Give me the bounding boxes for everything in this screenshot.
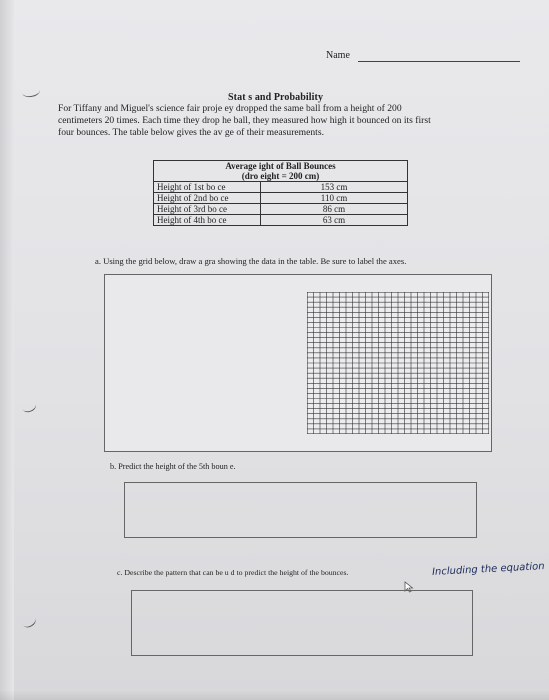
margin-mark (21, 399, 38, 414)
page-edge (0, 0, 14, 700)
worksheet-title: Stat s and Probability (228, 92, 324, 103)
table-header (154, 161, 408, 182)
prediction-answer-box[interactable] (124, 482, 477, 538)
question-b: b. Predict the height of the 5th boun e. (110, 462, 236, 471)
row-label: Height of 1st bo ce (154, 182, 261, 193)
row-label: Height of 3rd bo ce (154, 204, 261, 215)
table-header-line: Average ight of Ball Bounces (225, 161, 336, 171)
intro-paragraph (58, 103, 518, 139)
table-row (154, 204, 408, 215)
row-label: Height of 2nd bo ce (154, 193, 261, 204)
table-row (154, 215, 408, 226)
graph-grid[interactable] (307, 292, 489, 434)
question-c: c. Describe the pattern that can be u d to predict the height of the bounces. (117, 568, 349, 577)
table-header-line: (dro eight = 200 cm) (241, 171, 320, 181)
row-value: 63 cm (261, 215, 408, 226)
intro-line: four bounces. The table below gives the av ge of their measurements. (58, 127, 324, 138)
row-value: 153 cm (261, 182, 408, 193)
page-shadow (0, 690, 549, 700)
name-label: Name (326, 50, 350, 61)
table-row (154, 193, 408, 204)
intro-line: centimeters 20 times. Each time they drop he ball, they measured how high it bounced on its first (58, 115, 431, 126)
row-value: 86 cm (261, 204, 408, 215)
margin-mark (21, 85, 41, 99)
row-value: 110 cm (261, 193, 408, 204)
question-a: a. Using the grid below, draw a gra showing the data in the table. Be sure to label the axes. (95, 256, 407, 266)
row-label: Height of 4th bo ce (154, 215, 261, 226)
table-row (154, 182, 408, 193)
name-blank-line[interactable] (358, 61, 520, 62)
handwritten-note: Including the equation (431, 561, 545, 578)
bounce-data-table (153, 160, 408, 226)
margin-mark (20, 613, 38, 630)
intro-line: For Tiffany and Miguel's science fair proje ey dropped the same ball from a height of 200 (58, 103, 402, 114)
pattern-answer-box[interactable] (131, 590, 473, 656)
